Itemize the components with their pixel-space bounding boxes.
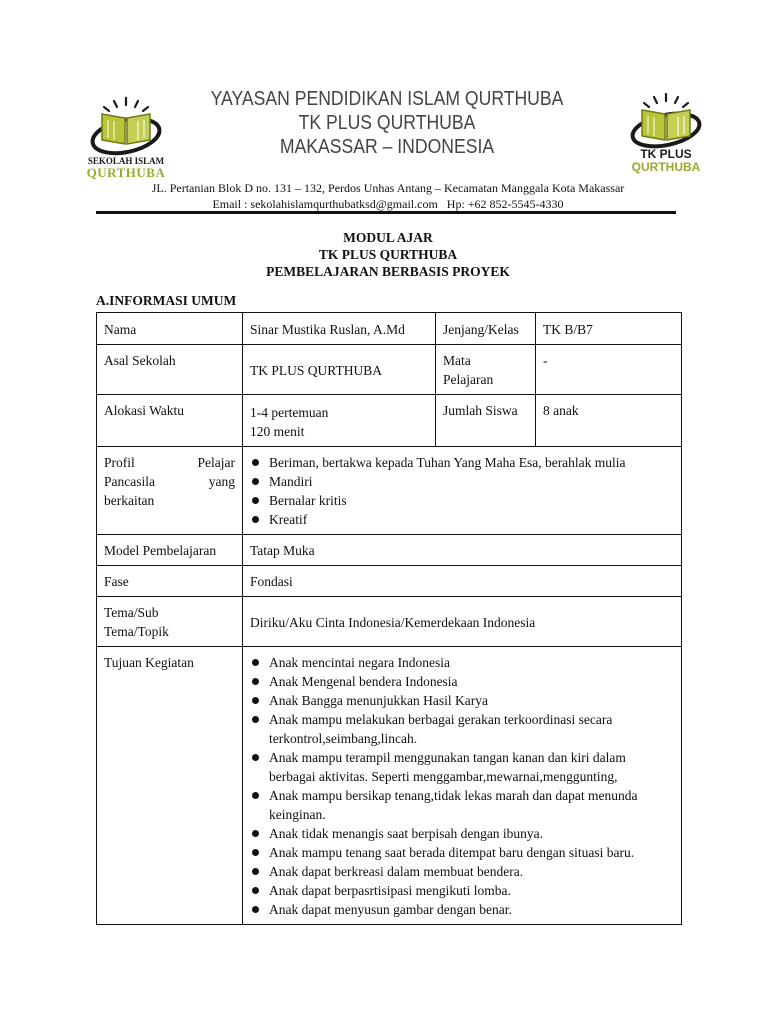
table-row	[97, 395, 682, 447]
list-item: Anak mencintai negara Indonesia	[247, 653, 675, 672]
model-label: Model Pembelajaran	[97, 535, 243, 566]
profil-label-word: Pancasila	[104, 474, 155, 489]
school-location: MAKASSAR – INDONESIA	[279, 136, 495, 158]
table-row	[97, 566, 682, 597]
school-logo-right	[622, 90, 710, 176]
tema-label	[97, 597, 243, 647]
profil-label-word: Pelajar	[197, 455, 235, 470]
table-row	[97, 313, 682, 345]
waktu-value	[243, 395, 436, 447]
document-school: TK PLUS QURTHUBA	[318, 247, 458, 262]
list-item: Bernalar kritis	[247, 491, 674, 510]
foundation-name: YAYASAN PENDIDIKAN ISLAM QURTHUBA	[210, 88, 564, 110]
profil-label-word: Profil	[104, 455, 135, 470]
profil-list	[247, 453, 674, 529]
profil-label-word: berkaitan	[104, 493, 155, 508]
book-logo-icon	[622, 90, 710, 176]
mapel-label	[436, 345, 536, 395]
letterhead-address-block	[96, 180, 680, 212]
list-item: Kreatif	[247, 510, 674, 529]
table-row	[97, 597, 682, 647]
contact-line: Email : sekolahislamqurthubatksd@gmail.com Hp: +62 852-5545-4330	[212, 197, 564, 211]
list-item: Anak dapat berpasrtisipasi mengikuti lomba.	[247, 881, 675, 900]
model-value: Tatap Muka	[243, 535, 682, 566]
sekolah-value: TK PLUS QURTHUBA	[243, 345, 436, 395]
document-title-block	[96, 229, 680, 280]
list-item: Anak mampu bersikap tenang,tidak lekas marah dan dapat menunda keinginan.	[247, 786, 675, 824]
mapel-value: -	[536, 345, 682, 395]
list-item: Anak dapat berkreasi dalam membuat bendera.	[247, 862, 675, 881]
waktu-value-line-2: 120 menit	[250, 424, 305, 439]
tujuan-values	[243, 647, 682, 925]
list-item: Anak tidak menangis saat berpisah dengan ibunya.	[247, 824, 675, 843]
mapel-label-line-1: Mata	[443, 353, 471, 368]
school-name: TK PLUS QURTHUBA	[298, 112, 476, 134]
list-item: Anak mampu melakukan berbagai gerakan terkoordinasi secara terkontrol,seimbang,lincah.	[247, 710, 675, 748]
list-item: Anak mampu terampil menggunakan tangan kanan dan kiri dalam berbagai aktivitas. Seperti menggambar,mewarnai,menggunting,	[247, 748, 675, 786]
nama-value: Sinar Mustika Ruslan, A.Md	[243, 313, 436, 345]
left-logo-caption-2: QURTHUBA	[86, 165, 166, 180]
right-logo-caption-1: TK PLUS	[640, 147, 692, 161]
table-row	[97, 535, 682, 566]
nama-label: Nama	[97, 313, 243, 345]
book-logo-icon	[80, 92, 172, 180]
list-item: Anak Mengenal bendera Indonesia	[247, 672, 675, 691]
mapel-label-line-2: Pelajaran	[443, 372, 494, 387]
table-row	[97, 345, 682, 395]
tujuan-label: Tujuan Kegiatan	[97, 647, 243, 925]
jenjang-label: Jenjang/Kelas	[436, 313, 536, 345]
profil-label	[97, 447, 243, 535]
siswa-label: Jumlah Siswa	[436, 395, 536, 447]
general-info-table	[96, 312, 682, 925]
list-item: Anak dapat menyusun gambar dengan benar.	[247, 900, 675, 919]
document-title: MODUL AJAR	[343, 230, 433, 245]
table-row	[97, 647, 682, 925]
list-item: Anak Bangga menunjukkan Hasil Karya	[247, 691, 675, 710]
waktu-value-line-1: 1-4 pertemuan	[250, 405, 329, 420]
sekolah-label: Asal Sekolah	[97, 345, 243, 395]
profil-values	[243, 447, 682, 535]
letterhead-titles	[205, 87, 569, 159]
list-item: Mandiri	[247, 472, 674, 491]
tema-label-line-2: Tema/Topik	[104, 624, 169, 639]
tujuan-list	[247, 653, 675, 919]
right-logo-caption-2: QURTHUBA	[631, 160, 701, 174]
document-subtitle: PEMBELAJARAN BERBASIS PROYEK	[266, 264, 510, 279]
list-item: Anak mampu tenang saat berada ditempat baru dengan situasi baru.	[247, 843, 675, 862]
list-item: Beriman, bertakwa kepada Tuhan Yang Maha Esa, berahlak mulia	[247, 453, 674, 472]
address-line: JL. Pertanian Blok D no. 131 – 132, Perdos Unhas Antang – Kecamatan Manggala Kota Makassar	[151, 181, 625, 195]
left-logo-caption-1: SEKOLAH ISLAM	[87, 156, 165, 166]
section-heading: A.INFORMASI UMUM	[96, 293, 237, 308]
school-logo-left	[80, 92, 172, 180]
table-row	[97, 447, 682, 535]
fase-label: Fase	[97, 566, 243, 597]
letterhead-divider	[96, 211, 676, 214]
tema-label-line-1: Tema/Sub	[104, 605, 159, 620]
profil-label-word: yang	[208, 474, 235, 489]
jenjang-value: TK B/B7	[536, 313, 682, 345]
tema-value: Diriku/Aku Cinta Indonesia/Kemerdekaan Indonesia	[243, 597, 682, 647]
siswa-value: 8 anak	[536, 395, 682, 447]
fase-value: Fondasi	[243, 566, 682, 597]
waktu-label: Alokasi Waktu	[97, 395, 243, 447]
